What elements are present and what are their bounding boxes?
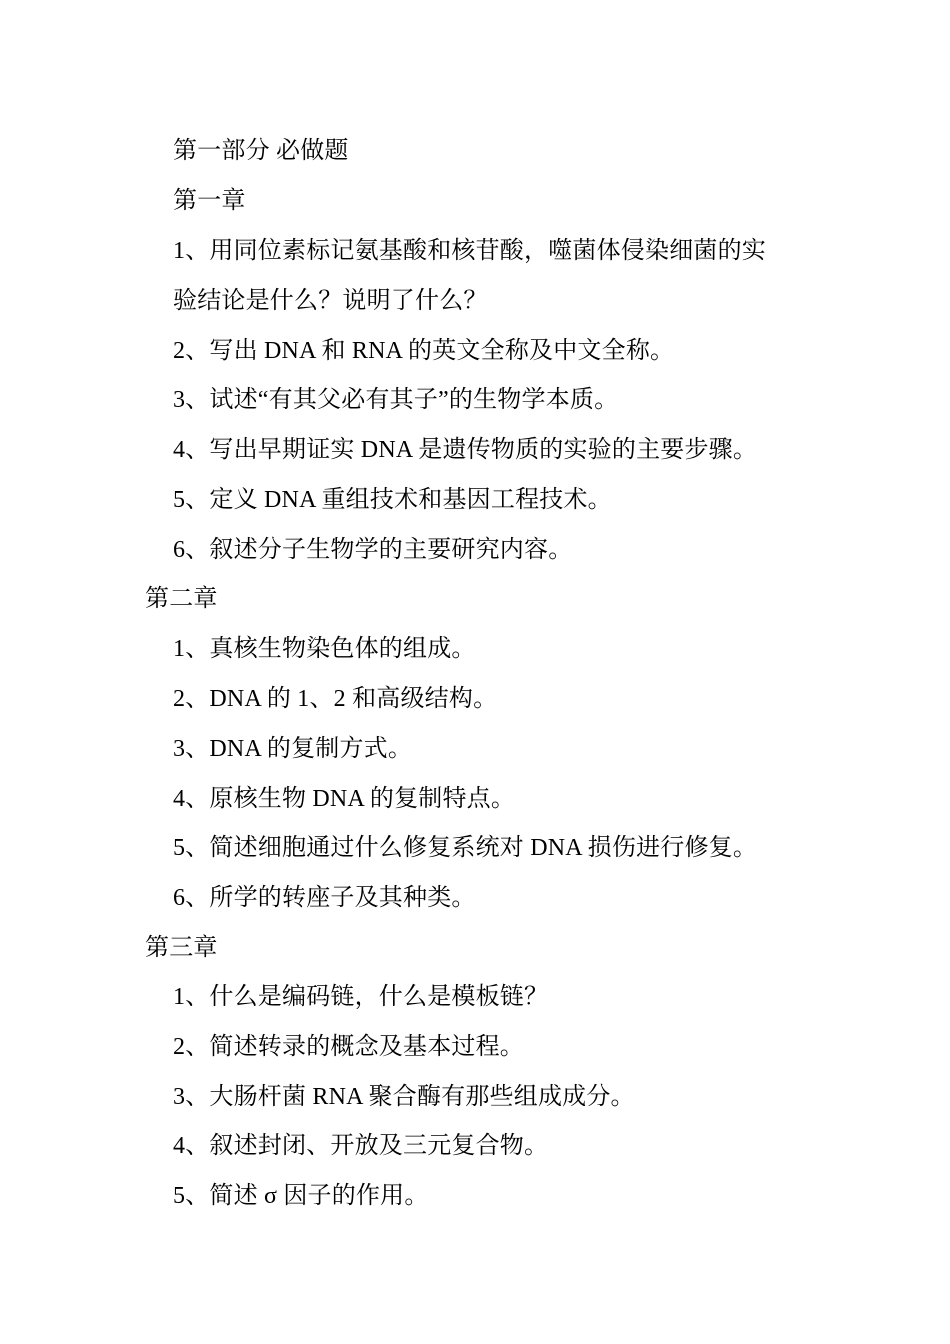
chapter-3-item: 2、简述转录的概念及基本过程。 (173, 1034, 524, 1060)
chapter-1-item: 4、写出早期证实 DNA 是遗传物质的实验的主要步骤。 (173, 437, 758, 463)
chapter-3-title: 第三章 (145, 935, 218, 961)
chapter-1-item: 2、写出 DNA 和 RNA 的英文全称及中文全称。 (173, 338, 675, 364)
chapter-2-item: 3、DNA 的复制方式。 (173, 736, 413, 762)
chapter-3-item: 3、大肠杆菌 RNA 聚合酶有那些组成成分。 (173, 1084, 635, 1110)
chapter-1-item: 5、定义 DNA 重组技术和基因工程技术。 (173, 487, 612, 513)
chapter-2-item: 6、所学的转座子及其种类。 (173, 885, 476, 911)
chapter-1-item: 1、用同位素标记氨基酸和核苷酸，噬菌体侵染细菌的实 (173, 238, 766, 264)
chapter-2-title: 第二章 (145, 586, 218, 612)
chapter-3-item: 1、什么是编码链，什么是模板链？ (173, 984, 549, 1010)
chapter-3-item: 4、叙述封闭、开放及三元复合物。 (173, 1133, 549, 1159)
chapter-1-title: 第一章 (173, 188, 246, 214)
part-title: 第一部分 必做题 (173, 138, 349, 164)
chapter-3-item: 5、简述 σ 因子的作用。 (173, 1183, 429, 1209)
chapter-1-item: 3、试述“有其父必有其子”的生物学本质。 (173, 387, 619, 413)
chapter-2-item: 2、DNA 的 1、2 和高级结构。 (173, 686, 498, 712)
chapter-2-item: 1、真核生物染色体的组成。 (173, 636, 476, 662)
chapter-2-item: 5、简述细胞通过什么修复系统对 DNA 损伤进行修复。 (173, 835, 758, 861)
chapter-2-item: 4、原核生物 DNA 的复制特点。 (173, 786, 516, 812)
chapter-1-item: 6、叙述分子生物学的主要研究内容。 (173, 537, 573, 563)
chapter-1-item-continuation: 验结论是什么？说明了什么？ (173, 288, 488, 314)
